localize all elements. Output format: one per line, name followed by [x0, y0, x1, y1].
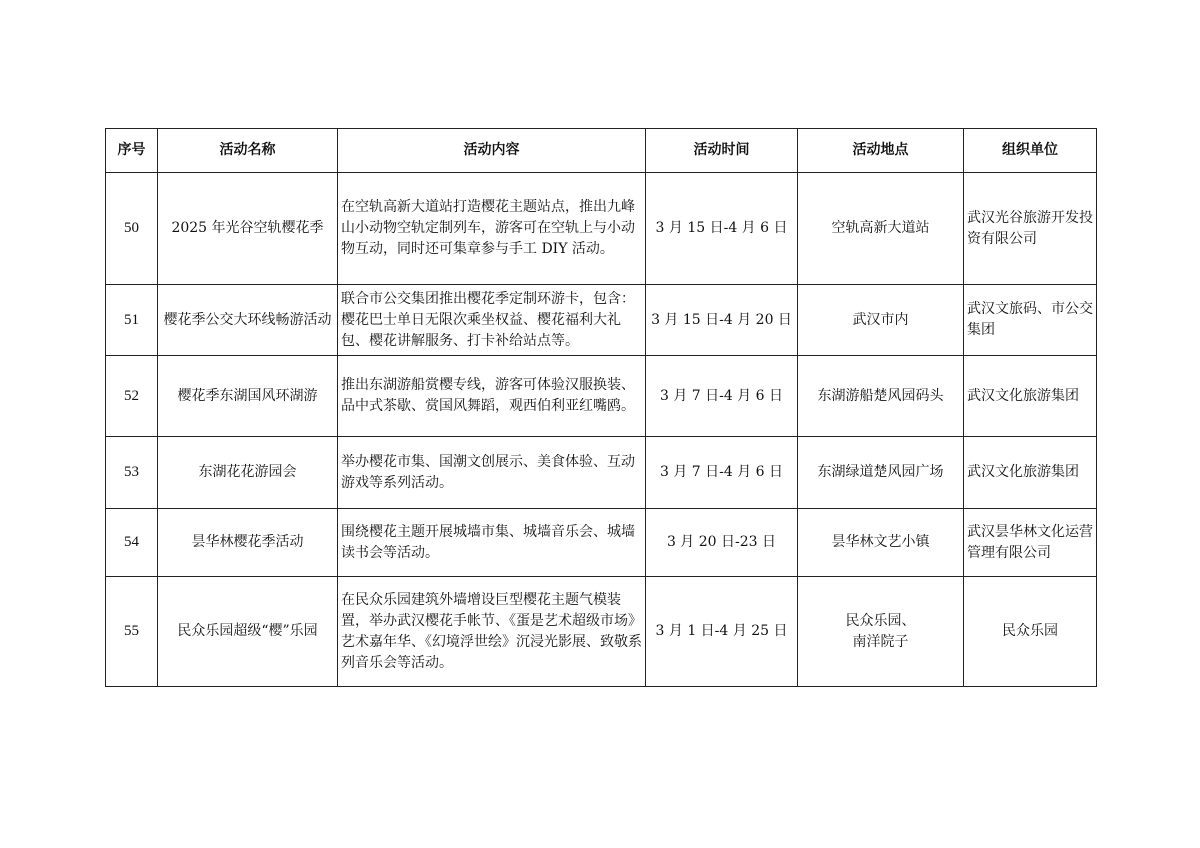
row-number: 52: [106, 356, 158, 437]
header-content: 活动内容: [338, 129, 646, 173]
table-row: [106, 509, 1097, 577]
activity-place: 东湖绿道楚风园广场: [798, 437, 964, 509]
header-name: 活动名称: [158, 129, 338, 173]
activity-time: 3 月 15 日-4 月 20 日: [646, 285, 798, 356]
activity-time: 3 月 7 日-4 月 6 日: [646, 356, 798, 437]
header-org: 组织单位: [964, 129, 1097, 173]
activity-content: 联合市公交集团推出樱花季定制环游卡，包含：樱花巴士单日无限次乘坐权益、樱花福利大礼包、樱花讲解服务、打卡补给站点等。: [338, 285, 646, 356]
activity-time: 3 月 20 日-23 日: [646, 509, 798, 577]
header-no: 序号: [106, 129, 158, 173]
header-place: 活动地点: [798, 129, 964, 173]
activity-place: 昙华林文艺小镇: [798, 509, 964, 577]
organizer: 武汉昙华林文化运营管理有限公司: [964, 509, 1097, 577]
organizer: 民众乐园: [964, 577, 1097, 687]
activity-content: 推出东湖游船赏樱专线，游客可体验汉服换装、品中式茶歇、赏国风舞蹈，观西伯利亚红嘴鸥。: [338, 356, 646, 437]
activity-content: 举办樱花市集、国潮文创展示、美食体验、互动游戏等系列活动。: [338, 437, 646, 509]
organizer: 武汉光谷旅游开发投资有限公司: [964, 173, 1097, 285]
header-row: [106, 129, 1097, 173]
row-number: 53: [106, 437, 158, 509]
organizer: 武汉文化旅游集团: [964, 356, 1097, 437]
organizer: 武汉文旅码、市公交集团: [964, 285, 1097, 356]
activity-place: 东湖游船楚风园码头: [798, 356, 964, 437]
organizer: 武汉文化旅游集团: [964, 437, 1097, 509]
activity-place: 武汉市内: [798, 285, 964, 356]
activity-name: 樱花季公交大环线畅游活动: [158, 285, 338, 356]
activity-time: 3 月 1 日-4 月 25 日: [646, 577, 798, 687]
activity-name: 樱花季东湖国风环湖游: [158, 356, 338, 437]
table-row: [106, 285, 1097, 356]
activity-content: 在民众乐园建筑外墙增设巨型樱花主题气模装置，举办武汉樱花手帐节、《蛋是艺术超级市场》艺术嘉年华、《幻境浮世绘》沉浸光影展、致敬系列音乐会等活动。: [338, 577, 646, 687]
activity-name: 东湖花花游园会: [158, 437, 338, 509]
activity-name: 民众乐园超级“樱”乐园: [158, 577, 338, 687]
row-number: 51: [106, 285, 158, 356]
table-row: [106, 356, 1097, 437]
table-row: [106, 437, 1097, 509]
table-row: [106, 577, 1097, 687]
header-time: 活动时间: [646, 129, 798, 173]
row-number: 54: [106, 509, 158, 577]
table-row: [106, 173, 1097, 285]
activity-name: 2025 年光谷空轨樱花季: [158, 173, 338, 285]
activity-table: [105, 128, 1097, 687]
activity-content: 在空轨高新大道站打造樱花主题站点，推出九峰山小动物空轨定制列车，游客可在空轨上与小动物互动，同时还可集章参与手工 DIY 活动。: [338, 173, 646, 285]
row-number: 50: [106, 173, 158, 285]
activity-time: 3 月 7 日-4 月 6 日: [646, 437, 798, 509]
activity-content: 围绕樱花主题开展城墙市集、城墙音乐会、城墙读书会等活动。: [338, 509, 646, 577]
row-number: 55: [106, 577, 158, 687]
activity-place: 空轨高新大道站: [798, 173, 964, 285]
activity-name: 昙华林樱花季活动: [158, 509, 338, 577]
activity-place: 民众乐园、 南洋院子: [798, 577, 964, 687]
activity-time: 3 月 15 日-4 月 6 日: [646, 173, 798, 285]
